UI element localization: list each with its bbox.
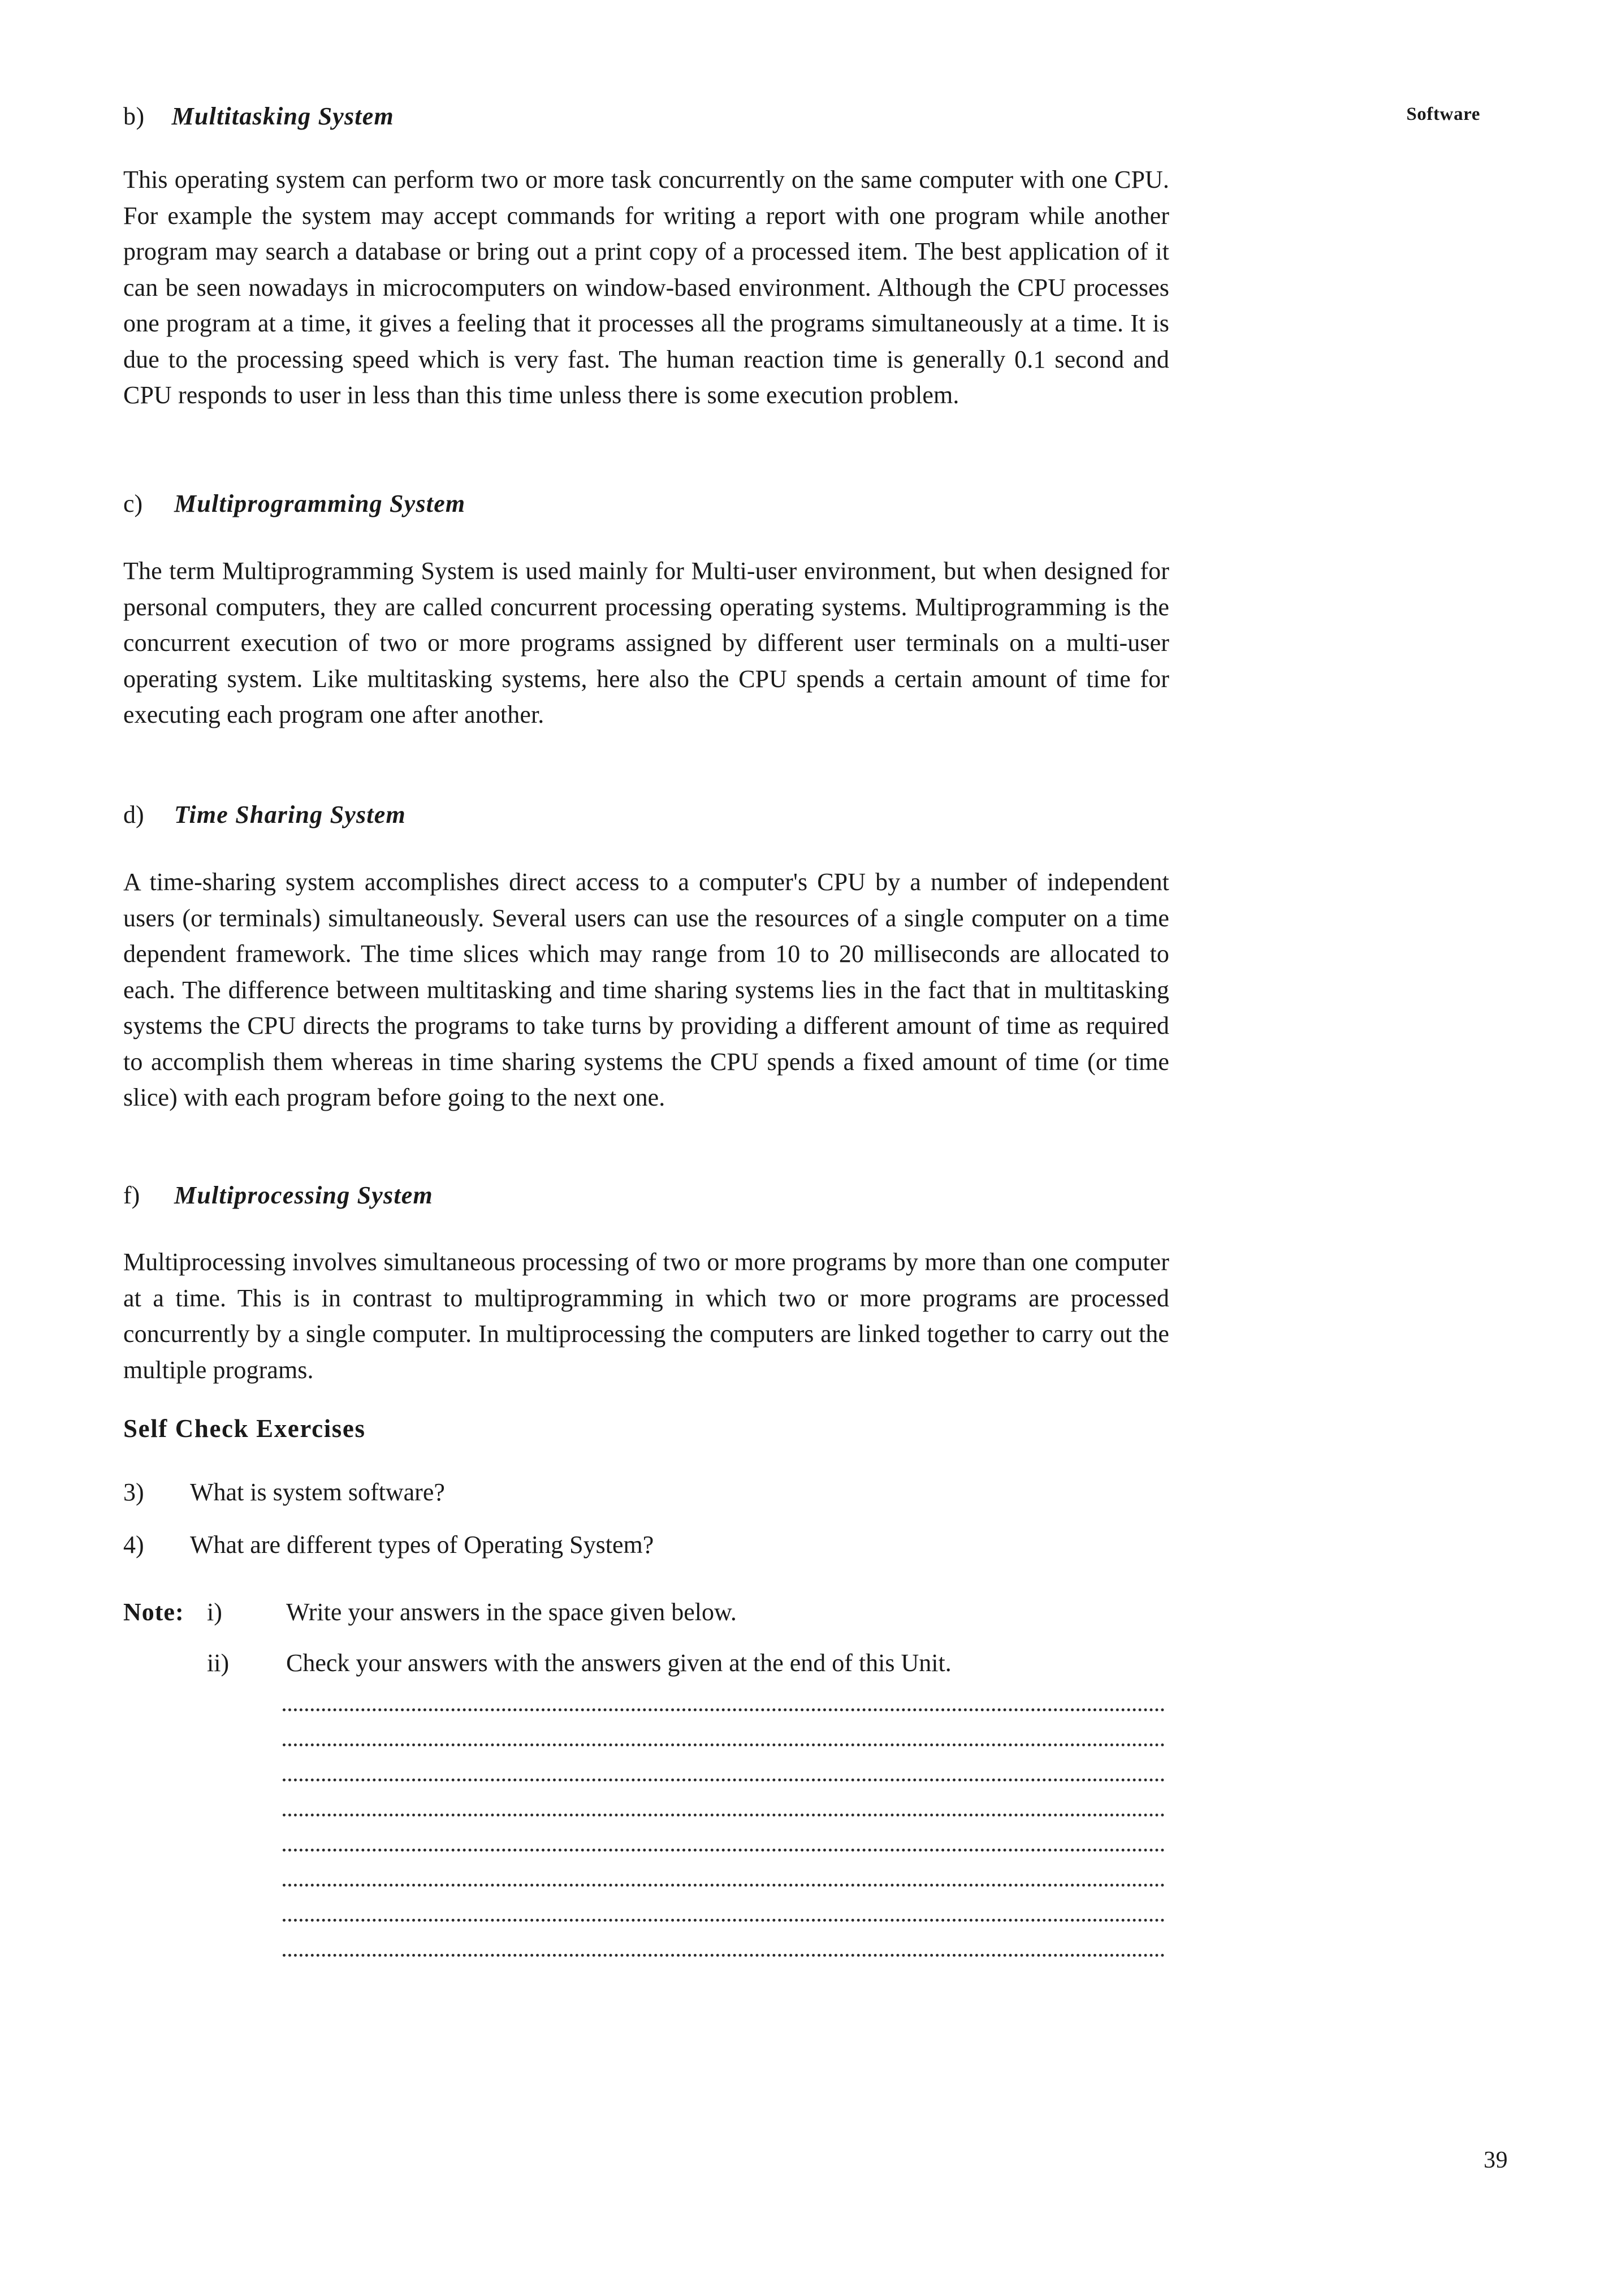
section-heading-time-sharing <box>123 799 406 831</box>
note-marker: i) <box>207 1598 222 1626</box>
question-number: 4) <box>123 1531 144 1559</box>
question-number: 3) <box>123 1478 144 1506</box>
answer-lines-area <box>283 1694 1165 1974</box>
dotted-rule <box>283 1708 1165 1711</box>
dotted-rule <box>283 1919 1165 1922</box>
running-header-marker: b) <box>123 102 145 130</box>
dotted-rule <box>283 1743 1165 1746</box>
running-header <box>123 101 1480 135</box>
section-heading-multiprogramming <box>123 488 465 520</box>
self-check-question-4 <box>123 1529 1169 1561</box>
answer-line[interactable] <box>283 1904 1165 1939</box>
dotted-rule <box>283 1779 1165 1781</box>
note-item-ii <box>123 1647 1169 1680</box>
answer-line[interactable] <box>283 1694 1165 1729</box>
question-text: What is system software? <box>190 1478 445 1506</box>
running-header-left <box>123 101 394 132</box>
section-heading-multiprocessing <box>123 1180 433 1211</box>
self-check-question-3 <box>123 1476 1169 1509</box>
section-title: Multiprogramming System <box>174 490 466 517</box>
paragraph-text: Multiprocessing involves simultaneous processing of two or more programs by more than one computer at a time. This is in contrast to multiprogramming in which two or more programs are processed concurrently by a single computer. In multiprocessing the computers are linked together to carry out the multiple programs. <box>123 1248 1169 1384</box>
note-item-i <box>123 1596 1169 1629</box>
answer-line[interactable] <box>283 1729 1165 1764</box>
running-header-title: Multitasking System <box>171 102 394 130</box>
note-text: Check your answers with the answers given at the end of this Unit. <box>286 1649 952 1677</box>
note-label: Note: <box>123 1598 184 1626</box>
paragraph-text: This operating system can perform two or more task concurrently on the same computer with one CPU. For example the system may accept commands for writing a report with one program while another program may search a database or bring out a print copy of a processed item. The best application of it can be seen nowadays in microcomputers on window-based environment. Although the CPU processes one program at a time, it gives a feeling that it processes all the programs simultaneously at a time. It is due to the processing speed which is very fast. The human reaction time is generally 0.1 second and CPU responds to user in less than this time unless there is some execution problem. <box>123 166 1169 409</box>
paragraph-time-sharing <box>123 864 1169 1116</box>
paragraph-text: A time-sharing system accomplishes direct access to a computer's CPU by a number of independent users (or terminals) simultaneously. Several users can use the resources of a single computer on a time dependent framework. The time slices which may range from 10 to 20 milliseconds are allocated to each. The difference between multitasking and time sharing systems lies in the fact that in multitasking systems the CPU directs the programs to take turns by providing a different amount of time as required to accomplish them whereas in time sharing systems the CPU spends a fixed amount of time (or time slice) with each program before going to the next one. <box>123 868 1169 1111</box>
section-marker: f) <box>123 1181 140 1209</box>
answer-line[interactable] <box>283 1764 1165 1799</box>
answer-line[interactable] <box>283 1834 1165 1869</box>
answer-line[interactable] <box>283 1939 1165 1974</box>
section-marker: d) <box>123 801 144 828</box>
page-number: 39 <box>1484 2147 1508 2173</box>
note-text: Write your answers in the space given below. <box>286 1598 737 1626</box>
answer-line[interactable] <box>283 1799 1165 1834</box>
paragraph-text: The term Multiprogramming System is used mainly for Multi-user environment, but when designed for personal computers, they are called concurrent processing operating systems. Multiprogramming is the concurrent execution of two or more programs assigned by different user terminals on a multi-user operating system. Like multitasking systems, here also the CPU spends a certain amount of time for executing each program one after another. <box>123 557 1169 728</box>
section-title: Multiprocessing System <box>174 1181 433 1209</box>
note-marker: ii) <box>207 1649 230 1677</box>
paragraph-multiprogramming <box>123 553 1169 733</box>
dotted-rule <box>283 1814 1165 1816</box>
self-check-heading: Self Check Exercises <box>123 1414 366 1443</box>
answer-line[interactable] <box>283 1869 1165 1904</box>
dotted-rule <box>283 1954 1165 1957</box>
section-marker: c) <box>123 490 143 517</box>
dotted-rule <box>283 1849 1165 1852</box>
section-title: Time Sharing System <box>174 801 406 828</box>
paragraph-multiprocessing <box>123 1244 1169 1388</box>
running-header-right-label: Software <box>1406 104 1480 124</box>
dotted-rule <box>283 1884 1165 1887</box>
paragraph-multitasking <box>123 162 1169 413</box>
question-text: What are different types of Operating System? <box>190 1531 654 1559</box>
